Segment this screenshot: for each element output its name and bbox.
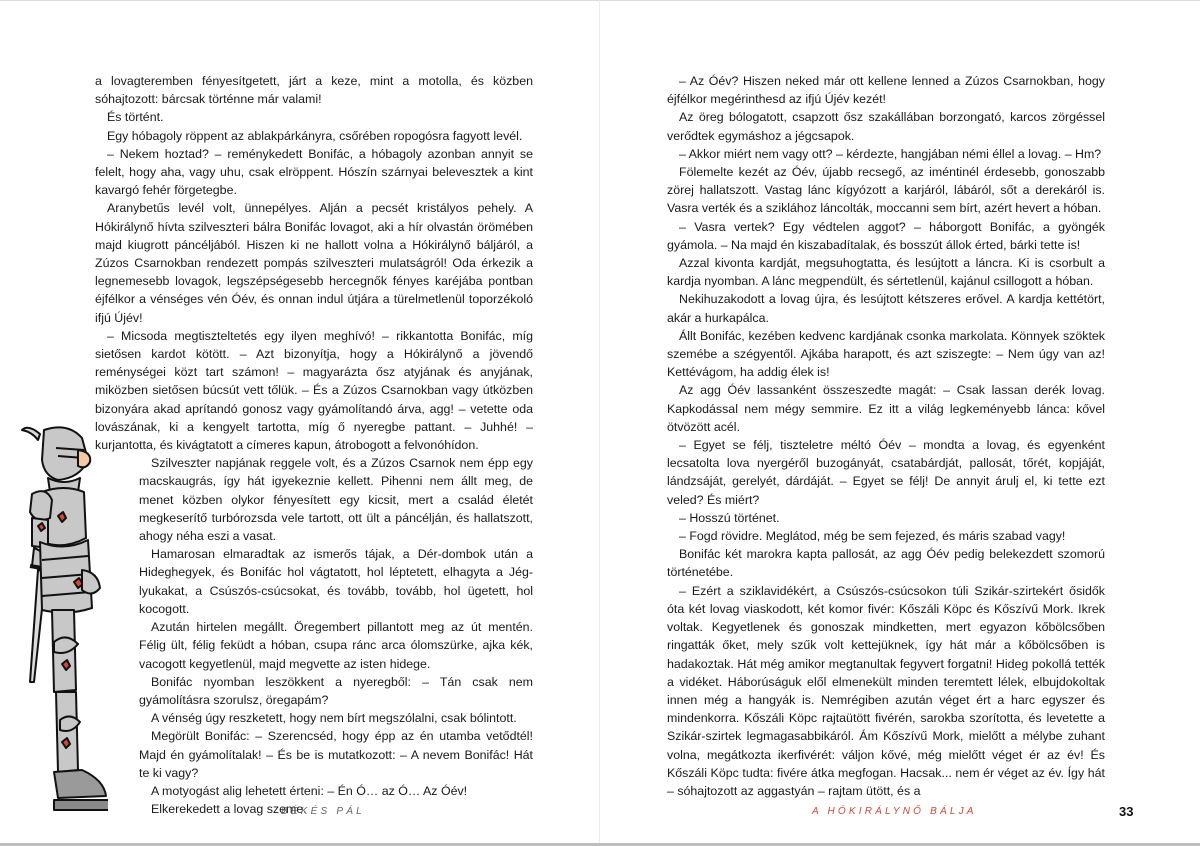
page-number: 33 xyxy=(1119,804,1134,819)
top-edge xyxy=(0,0,1200,1)
paragraph: Bonifác két marokra kapta pallosát, az agg Óév pedig belekezdett szomorú történetébe. xyxy=(667,547,1105,580)
paragraph: Fölemelte kezét az Óév, újabb recsegő, az iméntinél érdesebb, gonoszabb zörej hallatszott. Vastag lánc kígyózott a karjáról, lábáról, sőt a derekáról is. Vasra verték és a sziklához láncolták, moccanni sem bírt, azért hevert a hóban. xyxy=(667,165,1105,216)
paragraph: – Fogd rövidre. Meglátod, még be sem fejezed, és máris szabad vagy! xyxy=(679,529,1066,544)
paragraph: Állt Bonifác, kezében kedvenc kardjának csonka markolata. Könnyek szöktek szemébe a szégyentől. Ajkába harapott, és azt sziszegte: – Nem úgy van az! Kettévágom, ha addig élek is! xyxy=(667,328,1105,380)
paragraph: Egy hóbagoly röppent az ablakpárkányra, csőrében ropogósra fagyott levél. xyxy=(107,128,523,143)
paragraph: – Hosszú történet. xyxy=(679,510,780,525)
paragraph: Azután hirtelen megállt. Öregembert pillantott meg az út mentén. Félig ült, félig feküdt a hóban, csupa ránc arca ólomszürke, ajka kék, vacogott kegyetlenül, majd megvette az isten hidege. xyxy=(139,620,533,671)
right-page-text xyxy=(667,72,1105,800)
paragraph: a lovagteremben fényesítgetett, járt a keze, mint a motolla, és közben sóhajtozott: bárcsak történne már valami! xyxy=(95,74,533,107)
paragraph: – Micsoda megtiszteltetés egy ilyen meghívó! – rikkantotta Bonifác, míg sietősen kardot kötött. – Azt bizonyítja, hogy a Hókirálynő a jövendő reménységei közt tart számon! – magyarázta ősz atyjának és anyjának, miközben sietősen búcsút vett tőlük. – És a Zúzos Csarnokban vagy útközben bizonyára akad aprítandó gonosz vagy gyámolítandó árva, agg! – vetette oda lovászának, ki a kengyelt tartotta, míg ő nyeregbe pattant. – Juhhé! – kurjantotta, és kivágtatott a címeres kapun, átrobogott a felvonóhídon. xyxy=(95,328,533,453)
paragraph: Hamarosan elmaradtak az ismerős tájak, a Dér-dombok után a Hideghegyek, és Bonifác hol vágtatott, hol léptetett, elhagyta a Jég-lyukakat, a Csúszós-csúcsokat, és tovább, tovább, hol ügetett, hol kocogott. xyxy=(139,547,533,616)
paragraph: Elkerekedett a lovag szeme. xyxy=(151,802,307,817)
paragraph: Megörült Bonifác: – Szerencséd, hogy épp az én utamba vetődtél! Majd én gyámolítalak! – És be is mutatkozott: – A nevem Bonifác! Hát te ki vagy? xyxy=(139,729,533,780)
paragraph: Aranybetűs levél volt, ünnepélyes. Alján a pecsét kristályos pehely. A Hókirálynő hívta szilveszteri bálra Bonifác lovagot, aki a hír olvastán örömében majd kiugrott páncéljából. Hiszen ki ne hallott volna a Hókirálynő báljáról, a Zúzos Csarnokban rendezett pompás szilveszteri mulatságról! Oda érkezik a legnemesebb lovagok, legszépségesebb hercegnők fényes karéjába pontban éjfélkor a vénséges vén Óév, és onnan indul útjára a türelmetlenül toporzékoló ifjú Újév! xyxy=(95,201,533,325)
paragraph: – Nekem hoztad? – reménykedett Bonifác, a hóbagoly azonban annyit se felelt, hogy aha, vagy uhu, csak elröppent. Hószín szárnyai belevesztek a kint kavargó fehér förgetegbe. xyxy=(95,146,533,198)
paragraph: A motyogást alig lehetett érteni: – Én Ó… az Ó… Az Óév! xyxy=(151,783,468,798)
paragraph: Az öreg bólogatott, csapzott ősz szakállában borzongató, karcos zörgéssel verődtek egymáshoz a jégcsapok. xyxy=(667,110,1105,143)
left-page-text xyxy=(95,72,533,818)
book-gutter xyxy=(599,0,600,846)
paragraph: Bonifác nyomban leszökkent a nyeregből: – Tán csak nem gyámolításra szorulsz, öregapám? xyxy=(139,674,533,707)
paragraph: És történt. xyxy=(107,110,164,125)
knight-in-armor-icon xyxy=(18,420,108,815)
paragraph: Szilveszter napjának reggele volt, és a Zúzos Csarnok nem épp egy macskaugrás, így hát igyekeznie kellett. Pihenni nem állt meg, de menet közben olykor fényesített egy kicsit, mert a család életét megkeserítő turbórozsda vele tartott, ott ült a páncélján, és hallatszott, ahogy néha eszi a vasat. xyxy=(139,456,533,544)
paragraph: Nekihuzakodott a lovag újra, és lesújtott kétszeres erővel. A kardja kettétört, akár a hurkapálca. xyxy=(667,292,1105,325)
indented-text-block xyxy=(139,454,533,818)
paragraph: – Akkor miért nem vagy ott? – kérdezte, hangjában némi éllel a lovag. – Hm? xyxy=(679,146,1102,161)
running-footer-title: A HÓKIRÁLYNŐ BÁLJA xyxy=(812,806,977,817)
running-footer-author: BÉKÉS PÁL xyxy=(281,806,365,817)
paragraph: – Az Óév? Hiszen neked már ott kellene lenned a Zúzos Csarnokban, hogy éjfélkor megérinthesd az ifjú Újév kezét! xyxy=(667,74,1105,107)
paragraph: Az agg Óév lassanként összeszedte magát: – Csak lassan derék lovag. Kapkodással nem mégy semmire. Ez itt a világ legkeményebb lánca: kővel ötvözött acél. xyxy=(667,383,1105,434)
paragraph: A vénség úgy reszketett, hogy nem bírt megszólalni, csak bólintott. xyxy=(151,711,517,726)
paragraph: – Egyet se félj, tiszteletre méltó Óév – mondta a lovag, és egyenként lecsatolta lova nyergéről buzogányát, csatabárdját, pallosát, tőrét, kopjáját, lándzsáját, gerelyét, dárdáját. – Egyet se félj! De annyit árulj el, ki tette ezt veled? És miért? xyxy=(667,438,1105,507)
paragraph: – Vasra vertek? Egy védtelen aggot? – háborgott Bonifác, a gyöngék gyámola. – Na majd én kiszabadítalak, és bosszút állok érted, bárki tette is! xyxy=(667,219,1105,252)
paragraph: Azzal kivonta kardját, megsuhogtatta, és lesújtott a láncra. Ki is csorbult a kardja nyomban. A lánc megpendült, és sértetlenül, kajánul csillogott a hóban. xyxy=(667,256,1105,289)
paragraph: – Ezért a sziklavidékért, a Csúszós-csúcsokon túli Szikár-szirtekért ősidők óta két lovag viaskodott, két komor fivér: Kőszáli Köpc és Kőszívű Mork. Ikrek voltak. Kegyetlenek és gonoszak mindketten, mert egyazon kőbölcsőben ringatták őket, mely szűk volt kettejüknek, így hát már a kőbölcsőben is hadakoztak. Hát még amikor megtanultak fegyvert forgatni! Hideg pokollá tették a vidéket. Háborúságuk elől elmenekült minden teremtett lélek, elbujdokoltak innen még a hangyák is. Nemrégiben azután véget ért a harc egyszer és mindenkorra. Kőszáli Köpc rajtaütött fivérén, sarokba szorította, és levetette a Szikár-szirtek legmagasabbikáról. Ám Kőszívű Mork, mielőtt a mélybe zuhant volna, megátkozta ikerfivérét: váljon kővé, még mielőtt véget ér az év! És Kőszáli Köpc tudta: fivére átka megfogan. Hacsak... nem ér véget az év. Így hát – sóhajtozott az aggastyán – rajtam ütött, és a xyxy=(667,583,1105,798)
